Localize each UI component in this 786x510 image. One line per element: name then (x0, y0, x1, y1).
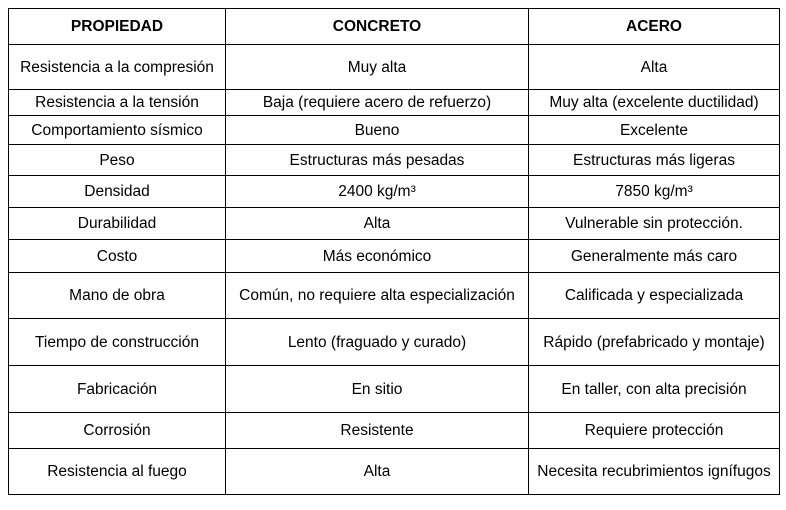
property-cell: Densidad (9, 176, 226, 208)
table-row (9, 116, 780, 145)
concrete-cell: Resistente (226, 413, 529, 449)
concrete-cell: Estructuras más pesadas (226, 145, 529, 176)
property-cell: Costo (9, 240, 226, 273)
table-row (9, 366, 780, 413)
header-acero: ACERO (529, 9, 780, 45)
table-row (9, 176, 780, 208)
header-propiedad: PROPIEDAD (9, 9, 226, 45)
steel-cell: Excelente (529, 116, 780, 145)
property-cell: Corrosión (9, 413, 226, 449)
table-row (9, 208, 780, 240)
steel-cell: Generalmente más caro (529, 240, 780, 273)
table-row (9, 413, 780, 449)
property-cell: Peso (9, 145, 226, 176)
property-cell: Mano de obra (9, 273, 226, 319)
header-concreto: CONCRETO (226, 9, 529, 45)
property-cell: Fabricación (9, 366, 226, 413)
table-row (9, 145, 780, 176)
table-row (9, 90, 780, 116)
header-row (9, 9, 780, 45)
concrete-cell: Más económico (226, 240, 529, 273)
table-row (9, 319, 780, 366)
table-row (9, 45, 780, 90)
steel-cell: Estructuras más ligeras (529, 145, 780, 176)
concrete-cell: Alta (226, 208, 529, 240)
concrete-cell: Común, no requiere alta especialización (226, 273, 529, 319)
concrete-cell: En sitio (226, 366, 529, 413)
steel-cell: 7850 kg/m³ (529, 176, 780, 208)
steel-cell: Vulnerable sin protección. (529, 208, 780, 240)
steel-cell: En taller, con alta precisión (529, 366, 780, 413)
concrete-cell: Lento (fraguado y curado) (226, 319, 529, 366)
concrete-cell: Alta (226, 449, 529, 495)
table-row (9, 449, 780, 495)
property-cell: Tiempo de construcción (9, 319, 226, 366)
property-cell: Durabilidad (9, 208, 226, 240)
property-cell: Resistencia a la tensión (9, 90, 226, 116)
concrete-cell: Muy alta (226, 45, 529, 90)
table-row (9, 240, 780, 273)
steel-cell: Alta (529, 45, 780, 90)
table-row (9, 273, 780, 319)
concrete-cell: Baja (requiere acero de refuerzo) (226, 90, 529, 116)
concrete-cell: Bueno (226, 116, 529, 145)
steel-cell: Rápido (prefabricado y montaje) (529, 319, 780, 366)
concrete-cell: 2400 kg/m³ (226, 176, 529, 208)
steel-cell: Requiere protección (529, 413, 780, 449)
steel-cell: Calificada y especializada (529, 273, 780, 319)
property-cell: Resistencia al fuego (9, 449, 226, 495)
steel-cell: Muy alta (excelente ductilidad) (529, 90, 780, 116)
steel-cell: Necesita recubrimientos ignífugos (529, 449, 780, 495)
property-cell: Comportamiento sísmico (9, 116, 226, 145)
property-cell: Resistencia a la compresión (9, 45, 226, 90)
comparison-table (8, 8, 780, 495)
